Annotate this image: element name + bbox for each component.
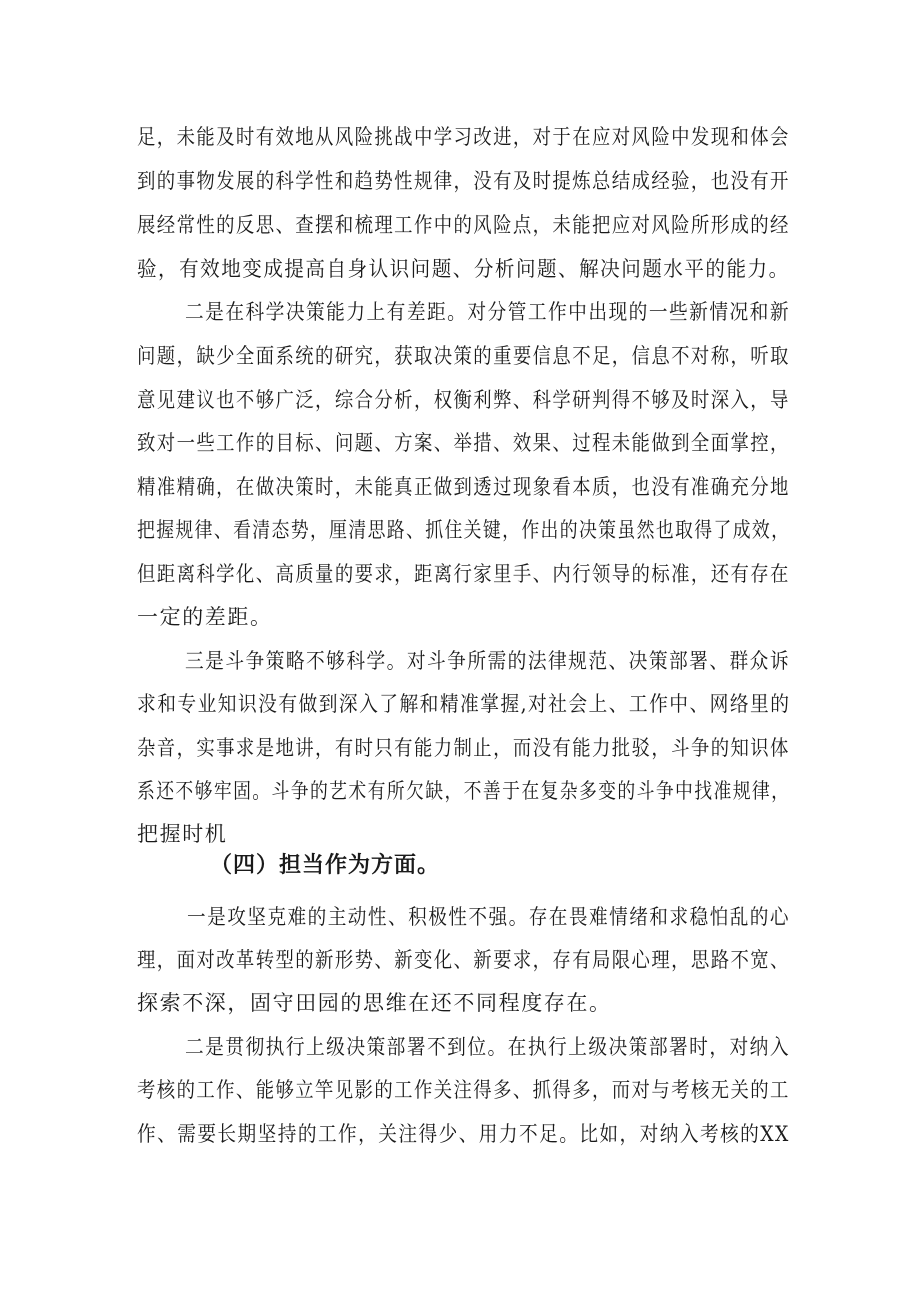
paragraph-line: 考核的工作、能够立竿见影的工作关注得多、抓得多，而对与考核无关的工: [137, 1078, 790, 1102]
paragraph-line: 三是斗争策略不够科学。对斗争所需的法律规范、决策部署、群众诉: [185, 649, 790, 673]
paragraph-line: 求和专业知识没有做到深入了解和精准掌握,对社会上、工作中、网络里的: [137, 692, 791, 716]
paragraph-line: 作、需要长期坚持的工作，关注得少、用力不足。比如，对纳入考核的XX: [137, 1122, 790, 1146]
paragraph-line: 把握时机: [137, 822, 228, 846]
paragraph-line: 二是贯彻执行上级决策部署不到位。在执行上级决策部署时，对纳入: [185, 1035, 790, 1059]
paragraph-line: 系还不够牢固。斗争的艺术有所欠缺，不善于在复杂多变的斗争中找准规律，: [137, 779, 791, 803]
paragraph-line: 但距离科学化、高质量的要求，距离行家里手、内行领导的标准，还有存在: [137, 562, 790, 586]
section-heading: （四）担当作为方面。: [210, 853, 441, 878]
paragraph-line: 探索不深，固守田园的思维在还不同程度存在。: [137, 991, 612, 1015]
paragraph-line: 把握规律、看清态势，厘清思路、抓住关键，作出的决策虽然也取得了成效，: [137, 518, 791, 542]
paragraph-line: 精准精确，在做决策时，未能真正做到透过现象看本质，也没有准确充分地: [137, 475, 790, 499]
paragraph-line: 一定的差距。: [137, 605, 273, 629]
paragraph-line: 致对一些工作的目标、问题、方案、举措、效果、过程未能做到全面掌控，: [137, 431, 790, 455]
paragraph-line: 展经常性的反思、查摆和梳理工作中的风险点，未能把应对风险所形成的经: [137, 213, 790, 237]
paragraph-line: 验，有效地变成提高自身认识问题、分析问题、解决问题水平的能力。: [137, 257, 790, 281]
paragraph-line: 到的事物发展的科学性和趋势性规律，没有及时提炼总结成经验，也没有开: [137, 169, 790, 193]
paragraph-line: 一是攻坚克难的主动性、积极性不强。存在畏难情绪和求稳怕乱的心: [187, 905, 790, 929]
paragraph-line: 足，未能及时有效地从风险挑战中学习改进，对于在应对风险中发现和体会: [137, 125, 790, 149]
paragraph-line: 二是在科学决策能力上有差距。对分管工作中出现的一些新情况和新: [185, 300, 790, 324]
paragraph-line: 问题，缺少全面系统的研究，获取决策的重要信息不足，信息不对称，听取: [137, 344, 790, 368]
paragraph-line: 杂音，实事求是地讲，有时只有能力制止，而没有能力批驳，斗争的知识体: [137, 736, 790, 760]
paragraph-line: 意见建议也不够广泛，综合分析，权衡利弊、科学研判得不够及时深入，导: [137, 388, 790, 412]
paragraph-line: 理，面对改革转型的新形势、新变化、新要求，存有局限心理，思路不宽、: [137, 948, 790, 972]
